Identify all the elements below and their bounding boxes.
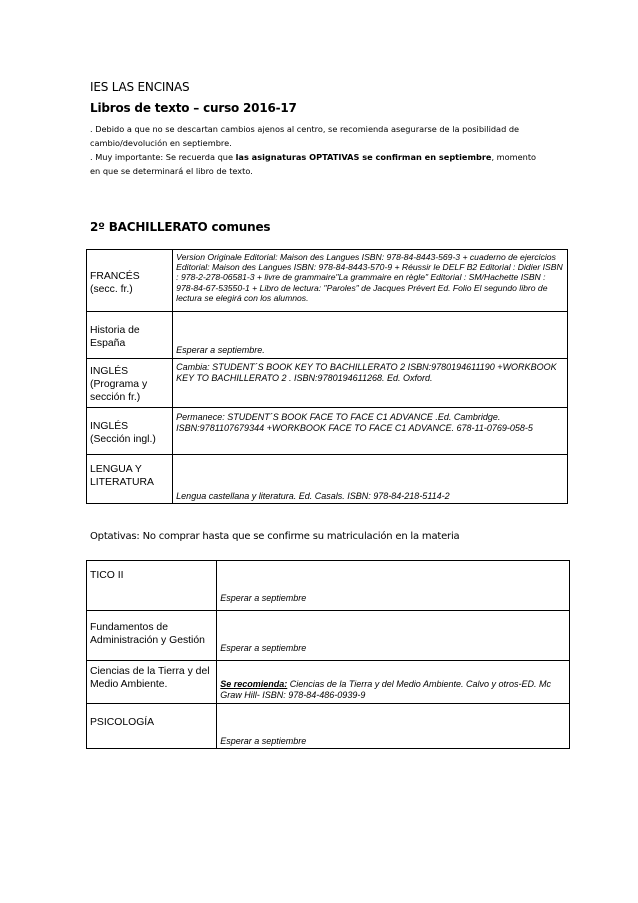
subject-cell xyxy=(87,661,217,704)
table-row xyxy=(87,250,568,312)
books-text: Esperar a septiembre xyxy=(220,643,307,653)
notice-prefix: . Muy importante: Se recuerda que xyxy=(90,152,234,162)
books-cell xyxy=(217,661,570,704)
document-title: Libros de texto – curso 2016-17 xyxy=(90,101,297,115)
books-text: Esperar a septiembre xyxy=(220,736,307,746)
subject-cell xyxy=(87,455,173,504)
subject-cell xyxy=(87,561,217,611)
table-row xyxy=(87,408,568,455)
table-row xyxy=(87,661,570,704)
books-text xyxy=(217,679,569,701)
common-books-table xyxy=(86,249,568,504)
school-name: IES LAS ENCINAS xyxy=(90,80,190,94)
books-cell xyxy=(173,455,568,504)
optional-books-table xyxy=(86,560,570,749)
subject-cell xyxy=(87,312,173,359)
subject-label: INGLÉS (Programa y sección fr.) xyxy=(90,366,148,403)
table-row xyxy=(87,704,570,749)
books-text: Esperar a septiembre. xyxy=(176,345,265,355)
subject-label: TICO II xyxy=(90,570,124,581)
subject-cell xyxy=(87,611,217,661)
subject-label: Ciencias de la Tierra y del Medio Ambiente. xyxy=(90,666,210,690)
recommended-book: Ciencias de la Tierra y del Medio Ambiente. Calvo y otros-ED. Mc Graw Hill- ISBN: 978-84-486-0939-9 xyxy=(220,679,551,700)
table-row xyxy=(87,611,570,661)
subject-label: PSICOLOGÍA xyxy=(90,717,155,728)
books-cell xyxy=(173,250,568,312)
subject-label: Historia de España xyxy=(90,325,140,349)
notice-bold: las asignaturas OPTATIVAS se confirman en septiembre xyxy=(235,152,492,162)
books-cell xyxy=(217,561,570,611)
books-cell xyxy=(173,408,568,455)
books-cell xyxy=(173,359,568,408)
books-text: Version Originale Editorial: Maison des Langues ISBN: 978-84-8443-569-3 + cuaderno de ejercicios Editorial: Maison des Langues ISBN: 978-84-8443-570-9 + Réussir le DELF B2 Editorial : Didier ISBN : 978-2-278-06581-3 + livre de grammaire"La grammaire en règle" Editorial : SM/Hachette ISBN : 978-84-67-53550-1 + Libro de lectura: "Paroles" de Jacques Prévert Ed. Folio El segundo libro de lectura se elegirá con los alumnos. xyxy=(176,252,563,303)
subject-label: Fundamentos de Administración y Gestión xyxy=(90,622,205,646)
recommendation-label: Se recomienda: xyxy=(220,679,288,689)
books-text: Permanece: STUDENT´S BOOK FACE TO FACE C1 ADVANCE .Ed. Cambridge. ISBN:9781107679344 +WORKBOOK FACE TO FACE C1 ADVANCE. 678-11-0769-058-5 xyxy=(176,412,533,433)
books-text: Cambia: STUDENT´S BOOK KEY TO BACHILLERATO 2 ISBN:9780194611190 +WORKBOOK KEY TO BACHILLERATO 2 . ISBN:9780194611268. Ed. Oxford. xyxy=(176,362,557,383)
books-cell xyxy=(173,312,568,359)
books-cell xyxy=(217,704,570,749)
table-row xyxy=(87,312,568,359)
subject-cell xyxy=(87,359,173,408)
notice-suffix: , momento xyxy=(491,152,537,162)
optional-subjects-heading: Optativas: No comprar hasta que se confirme su matriculación en la materia xyxy=(90,531,460,542)
table-row xyxy=(87,359,568,408)
section-heading-common: 2º BACHILLERATO comunes xyxy=(90,220,271,234)
table-row xyxy=(87,561,570,611)
notice-optional-subjects xyxy=(90,150,560,164)
subject-label: LENGUA Y LITERATURA xyxy=(90,464,154,488)
subject-label: INGLÉS (Sección ingl.) xyxy=(90,421,156,445)
subject-cell xyxy=(87,250,173,312)
subject-cell xyxy=(87,408,173,455)
books-cell xyxy=(217,611,570,661)
subject-label: FRANCÉS (secc. fr.) xyxy=(90,271,140,295)
books-text: Lengua castellana y literatura. Ed. Casals. ISBN: 978-84-218-5114-2 xyxy=(176,491,450,501)
books-text: Esperar a septiembre xyxy=(220,593,307,603)
notice-change-warning: . Debido a que no se descartan cambios ajenos al centro, se recomienda asegurarse de la posibilidad de cambio/devolución en septiembre. xyxy=(90,124,520,148)
notice-continuation: en que se determinará el libro de texto. xyxy=(90,166,253,176)
table-row xyxy=(87,455,568,504)
subject-cell xyxy=(87,704,217,749)
